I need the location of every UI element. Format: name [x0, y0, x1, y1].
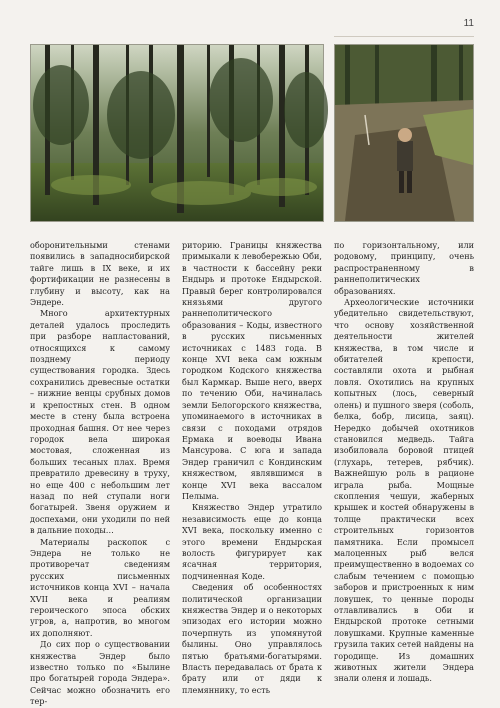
paragraph: Археологические источники убедительно свидетельствуют, что основу хозяйственной деятельности жителей княжества, в том числе и обитателей крепости, составляли охота и рыбная ловля. Охотились на крупных копытных (лось, северный олень) и пушного зверя (соболь, белка, бобр, лисица, заяц). Нередко добычей охотников становился медведь. Тайга изобиловала боровой птицей (глухарь, тетерев, рябчик). Важнейшую роль в рационе играла рыба. Мощные скопления чешуи, жаберных крышек и костей обнаружены в толще практически всех строительных горизонтов памятника. Если промысел малоценных рыб велся преимущественно в водоемах со слабым течением с помощью заборов и пристроенных к ним ловушек, то ценные породы отлавливались в Оби и Ендырской протоке сетными ловушками. Крупные каменные грузила таких сетей найдены на городище. Из домашних животных жители Эндера знали оленя и лошадь.: [334, 297, 475, 684]
forest-photo-icon: [31, 45, 323, 221]
paragraph: Материалы раскопок с Эндера не только не противоречат сведениям русских письменных источников конца XVI – начала XVII века и реалиям героического эпоса обских угров, а, напротив, во многом их дополняют.: [30, 536, 170, 638]
paragraph: оборонительными стенами появились в западносибирской тайге лишь в IX веке, и их фортификации не разнесены в глубину и высоту, как на Эндере.: [30, 240, 170, 308]
page-header: [0, 0, 500, 36]
excavation-photo-icon: [335, 45, 473, 221]
paragraph: Княжество Эндер утратило независимость еще до конца XVI века, поскольку именно с этого времени Ендырская волость фигурирует как ясачная территория, подчиненная Коде.: [182, 502, 322, 581]
text-columns: [30, 240, 475, 707]
paragraph: До сих пор о существовании княжества Эндер было известно только по «Былине про богатырей города Эндера». Сейчас можно обозначить его тер-: [30, 639, 170, 707]
paragraph: риторию. Границы княжества примыкали к левобережью Оби, в частности к бассейну реки Ендырь и протоке Ендырской. Правый берег контролировался князьями другого раннеполитического образования – Коды, известного в русских письменных источниках с 1483 года. В конце XVI века сам южным городком Кодского княжества был Кармкар. Выше него, вверх по течению Оби, начиналась земли Белогорского княжества, упоминаемого в источниках в связи с походами отрядов Ермака и воеводы Ивана Мансурова. С юга и запада Эндер граничил с Кондинским княжеством, являвшимся в конце XVI века вассалом Пелыма.: [182, 240, 322, 501]
paragraph: по горизонтальному, или родовому, принципу, очень распространенному в раннеполитических образованиях.: [334, 240, 474, 296]
excavation-photo: [334, 44, 474, 222]
text-column-2: [182, 240, 322, 695]
paragraph: Много архитектурных деталей удалось проследить при разборе напластований, относящихся к самому позднему периоду существования городка. Здесь сохранились древесные остатки – нижние венцы срубных домов и крепостных стен. В одном месте в стену была встроена проходная башня. От нее через городок вела широкая мостовая, сложенная из больших тесаных плах. Время превратило древесину в труху, но еще 400 с небольшим лет назад по ней ступали ноги богатырей. Звеня оружием и доспехами, они уходили по ней в дальние походы…: [30, 308, 170, 536]
header-rule: [334, 36, 474, 37]
text-column-1: [30, 240, 170, 707]
text-column-3: [334, 240, 475, 684]
paragraph: Сведения об особенностях политической организации княжества Эндер и о некоторых эпизодах его истории можно почерпнуть из упомянутой былины. Оно управлялось пятью братьями-богатырями. Власть передавалась от брата к брату или от дяди к племяннику, то есть: [182, 582, 322, 695]
forest-photo: [30, 44, 324, 222]
page-number: 11: [463, 18, 474, 29]
